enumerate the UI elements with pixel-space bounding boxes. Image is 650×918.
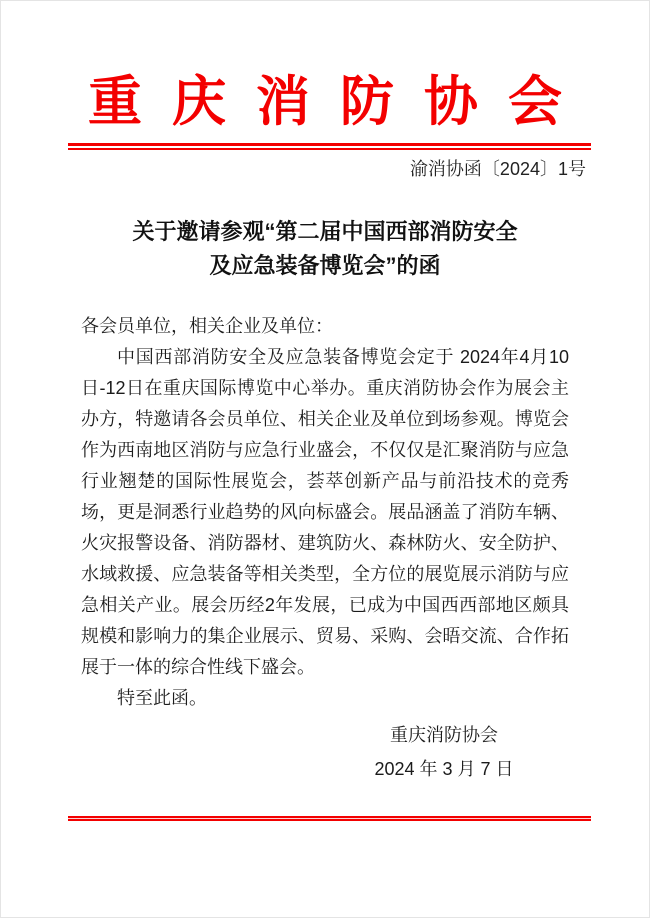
document-reference-number: 渝消协函〔2024〕1号 — [409, 159, 586, 179]
salutation: 各会员单位，相关企业及单位： — [81, 316, 333, 336]
organization-name-heading: 重庆消防协会 — [88, 72, 592, 132]
letterhead — [1, 1, 649, 131]
letter-body — [81, 311, 569, 714]
letter-date: 2024 年 3 月 7 日 — [374, 759, 514, 779]
red-footer-rule — [68, 816, 591, 821]
red-header-rule — [68, 143, 591, 150]
letter-title-line-1: 关于邀请参观“第二届中国西部消防安全 — [132, 219, 518, 244]
letter-title — [1, 215, 649, 283]
letter-title-line-2: 及应急装备博览会”的函 — [209, 253, 441, 278]
closing-phrase: 特至此函。 — [117, 688, 207, 708]
body-paragraph: 中国西部消防安全及应急装备博览会定于 2024年4月10日-12日在重庆国际博览中心举办。重庆消防协会作为展会主办方，特邀请各会员单位、相关企业及单位到场参观。博览会作为西南地区消防与应急行业盛会，不仅仅是汇聚消防与应急行业翘楚的国际性展览会，荟萃创新产品与前沿技术的竞秀场，更是洞悉行业趋势的风向标盛会。展品涵盖了消防车辆、火灾报警设备、消防器材、建筑防火、森林防火、安全防护、水域救援、应急装备等相关类型，全方位的展览展示消防与应急相关产业。展会历经2年发展，已成为中国西西部地区颇具规模和影响力的集企业展示、贸易、采购、会晤交流、合作拓展于一体的综合性线下盛会。 — [81, 347, 569, 677]
signature-block — [339, 718, 549, 786]
signer-organization: 重庆消防协会 — [390, 725, 498, 745]
